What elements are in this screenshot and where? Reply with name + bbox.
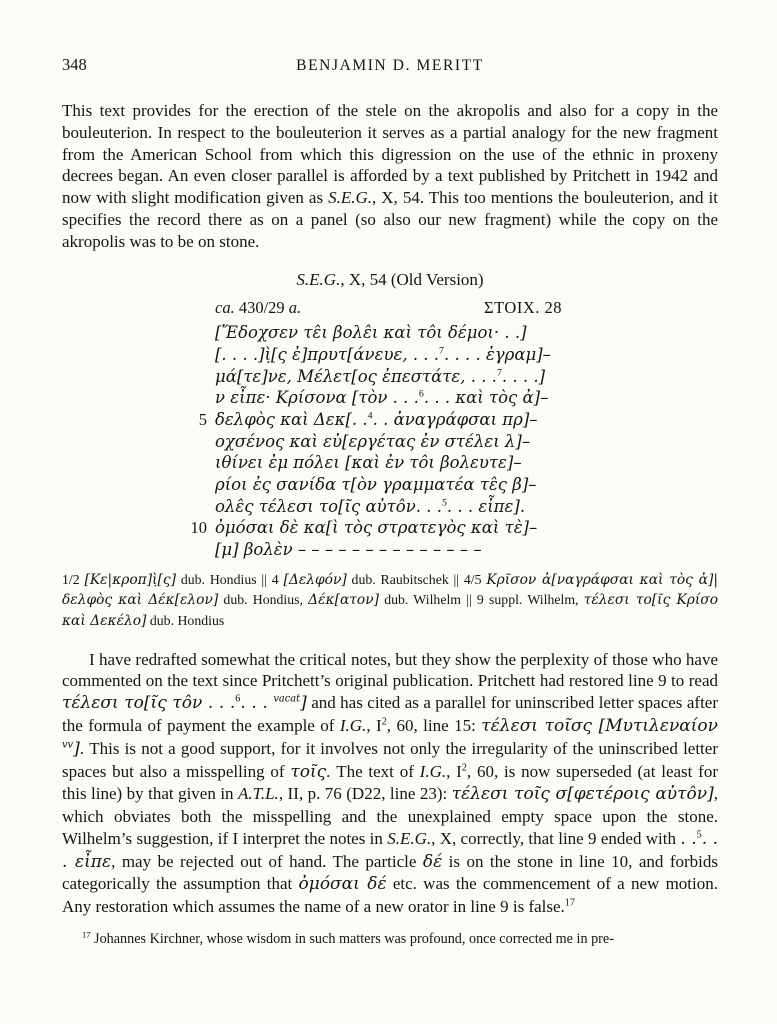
paragraph-discussion: I have redrafted somewhat the critical notes, but they show the perplexity of those who have commented on the text since Pritchett’s original publication. Pritchett had restored line 9 to read τέλεσι το[ῖς το̂ν . . .$^6$. . . $^{vacat}$] and has cited as a parallel for uninscribed letter spaces after the formula of payment the example of I.G., $I^2$, 60, line 15: τέλεσι τοῖσς [Μυτιλεναίον $^{vv}$]. This is not a good support, for it involves not only the irregularity of the uninscribed letter spaces but also a misspelling of τοῖς. The text of I.G., $I^2$, 60, is now superseded (at least for this line) by that given in A.T.L., II, p. 76 (D22, line 23): τέλεσι τοῖς σ[φετέροις αὐτο̂ν], which obviates both the misspelling and the unexplained empty space upon the stone. Wilhelm’s suggestion, if I interpret the notes in S.E.G., X, correctly, that line 9 ended with . .$^5$. . . εἶπε, may be rejected out of hand. The particle δέ is on the stone in line 10, and forbids categorically the assumption that ὀμόσαι δέ etc. was the commencement of a new motion. Any restoration which assumes the name of a new orator in line 9 is false.$^{17}$ — [62, 649, 719, 917]
inscription-line — [190, 517, 562, 539]
paragraph-intro: This text provides for the erection of the stele on the akropolis and also for a copy in the bouleuterion. In respect to the bouleuterion it serves as a partial analogy for the new fragment from the American School from which this digression on the use of the ethnic in proxeny decrees began. An even closer parallel is afforded by a text published by Pritchett in 1942 and now with slight modification given as S.E.G., X, 54. This too mentions the bouleuterion, and it specifies the record there as on a panel (so also our new fragment) while the copy on the akropolis was to be on stone. — [62, 101, 718, 251]
inscription-line — [215, 496, 562, 518]
inscription-line — [215, 366, 562, 388]
footnote-17: $^{17}$ Johannes Kirchner, whose wisdom in such matters was profound, once corrected me in pre- — [82, 929, 614, 948]
line-text: δελφὸς καὶ Δεκ[. .$^4$. . ἀναγράφσαι πρ]– — [215, 409, 538, 429]
inscription-meta-row — [215, 297, 562, 319]
critical-apparatus: 1/2 [Κε|κροπ]ὶ̣[ς] dub. Hondius || 4 [Δελφόν] dub. Raubitschek || 4/5 Κρῖσον ἀ[ναγράφσαι καὶ τὸς ἀ]|δελφὸς καὶ Δέκ[ελον] dub. Hondius, Δέκ[ατον] dub. Wilhelm || 9 suppl. Wilhelm, τέλεσι το[ῖς Κρίσο καὶ Δεκέλο] dub. Hondius — [62, 571, 718, 629]
inscription-date: ca. 430/29 a. — [215, 298, 302, 318]
page-number: 348 — [62, 55, 87, 74]
line-text: ρίοι ἐς σανίδα τ[ὸν γραμματέα τε̂ς β]– — [215, 474, 537, 494]
inscription-title: S.E.G., X, 54 (Old Version) — [296, 269, 484, 289]
line-text: ολε̂ς τέλεσι το[ῖς αὐτο̂ν. . .$^5$. . . εἶπε]. — [215, 496, 526, 516]
line-text: οχσένος καὶ εὐ[εργέτας ἐν στέλει λ]– — [215, 431, 531, 451]
line-text: μά[τε]νε, Μέλετ[ος ἐπεστάτε, . . .$^7$. . . .] — [215, 366, 546, 386]
line-text: [. . . .]ὶ̣[ς ἐ]πρυτ[άνευε, . . .$^7$. . . . ἐγραμ]– — [215, 344, 551, 364]
line-text: [Ἔδοχσεν τε̂ι βολε̂ι καὶ το̂ι δέμοι· . .] — [215, 323, 527, 343]
inscription-line — [215, 452, 562, 474]
inscription-line — [215, 344, 562, 366]
footnote-block — [62, 930, 718, 949]
line-number: 10 — [190, 518, 207, 538]
line-number: 5 — [198, 409, 207, 429]
inscription-line — [215, 387, 562, 409]
line-text: ν εἶπε· Κρίσονα [τὸν . . .$^6$. . . καὶ τὸς ἀ]– — [215, 388, 549, 408]
line-text: ὀμόσαι δὲ κα[ὶ τὸς στρατεγὸς καὶ τὲ]– — [215, 518, 538, 538]
inscription-line — [215, 474, 562, 496]
running-header — [62, 54, 718, 76]
inscription-block — [190, 297, 562, 560]
inscription-line — [198, 409, 562, 431]
inscription-lines — [190, 322, 562, 561]
stoichedon-label: ΣΤΟΙΧ. 28 — [484, 298, 562, 318]
line-text: ιθίνει ἐμ πόλει [καὶ ἐν το̂ι βολευτε]– — [215, 453, 522, 473]
inscription-line — [215, 322, 562, 344]
line-text: [μ] βολὲν – – – – – – – – – – – – – – — [215, 540, 482, 560]
inscription-line — [215, 431, 562, 453]
inscription-line — [215, 539, 562, 561]
running-head-title: BENJAMIN D. MERITT — [296, 57, 484, 74]
